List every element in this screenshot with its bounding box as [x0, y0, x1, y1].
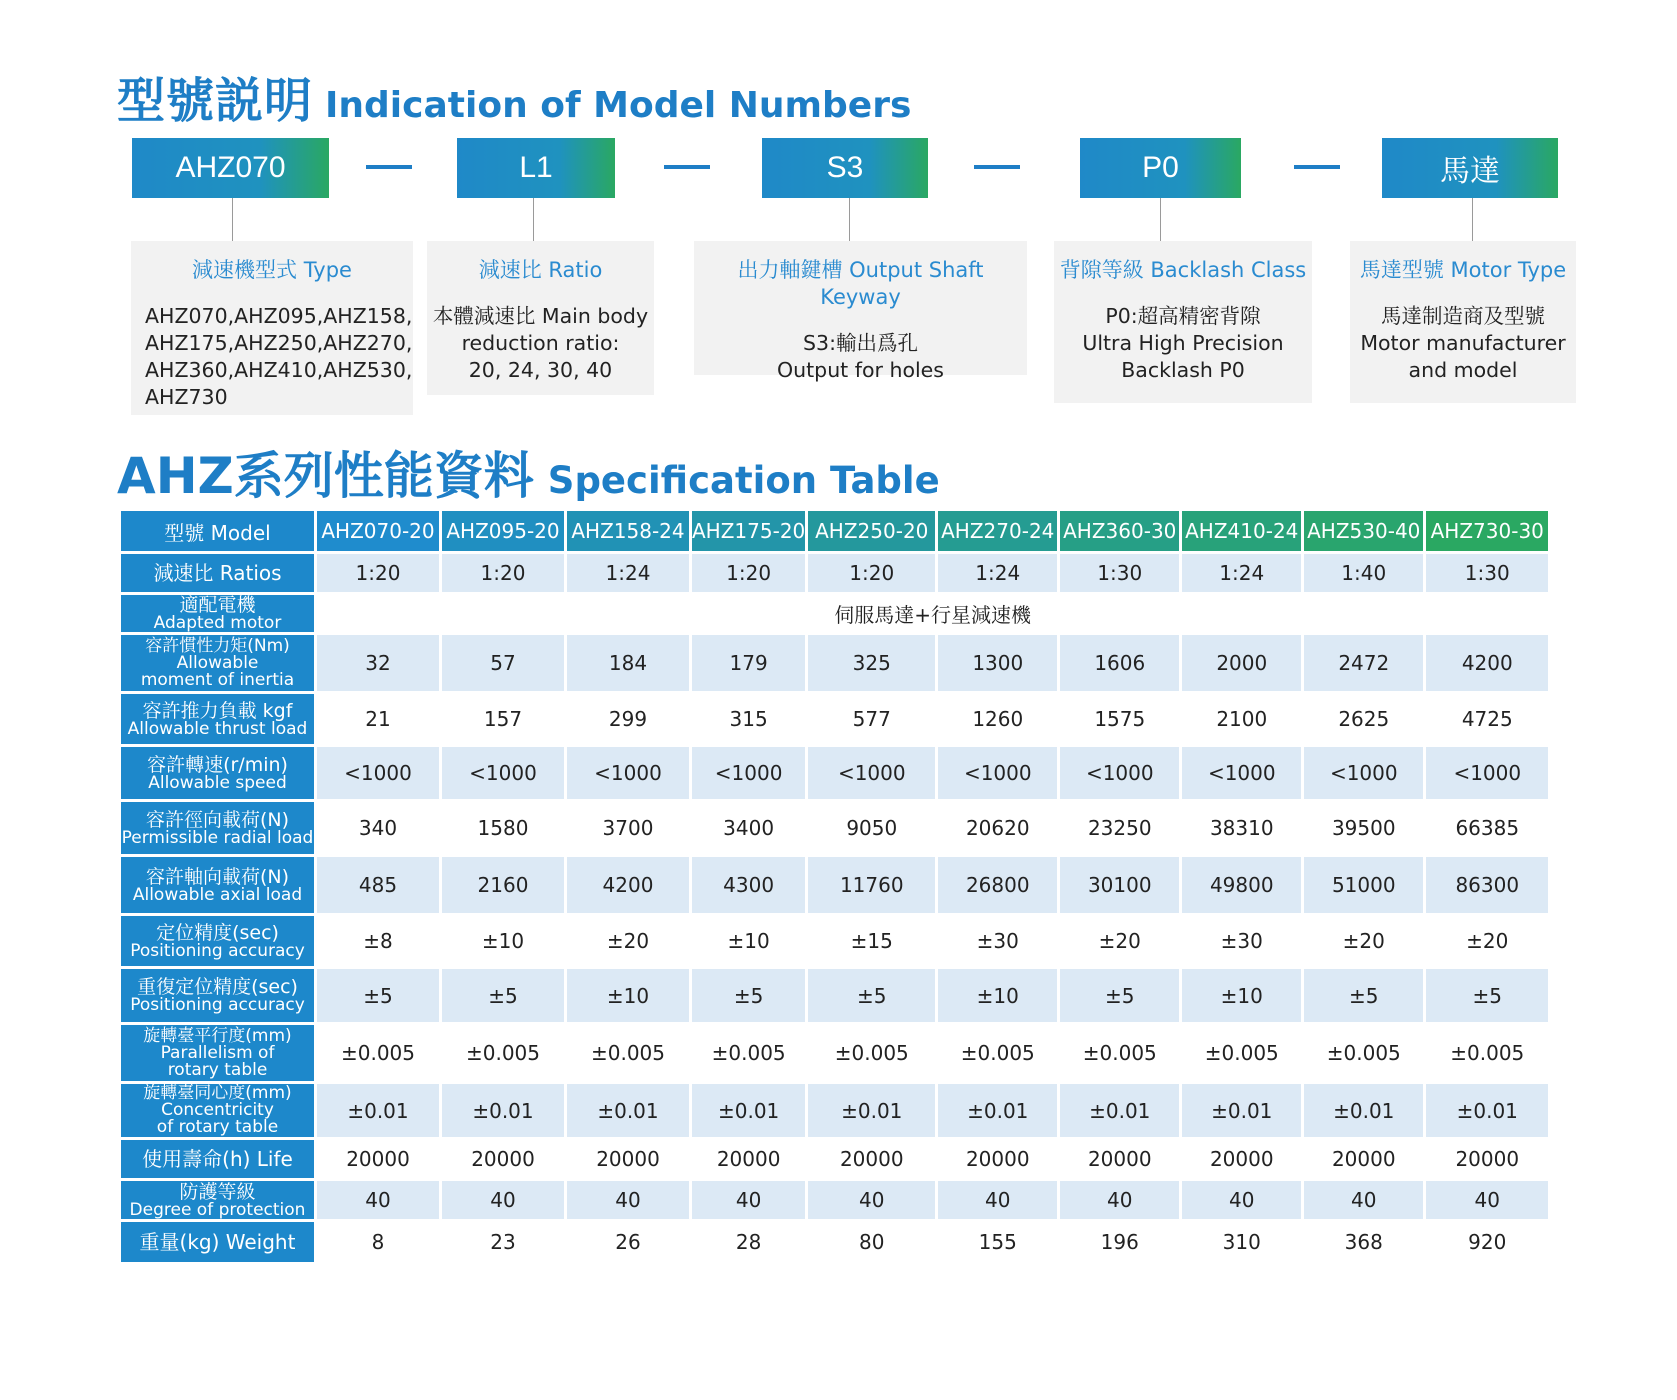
- table-cell: 310: [1182, 1222, 1301, 1262]
- row-label-line: 定位精度(sec): [156, 921, 279, 944]
- table-cell: 1:24: [938, 554, 1057, 592]
- desc-ratio: [427, 241, 654, 395]
- table-cell: 40: [1426, 1181, 1548, 1219]
- table-cell: ±0.01: [938, 1084, 1057, 1137]
- table-cell: 157: [442, 694, 564, 744]
- table-cell: <1000: [938, 747, 1057, 799]
- row-label-line: 容許徑向載荷(N): [145, 808, 290, 831]
- connector-line: [1160, 198, 1161, 241]
- row-label-line: Positioning accuracy: [130, 995, 305, 1015]
- table-cell: 49800: [1182, 857, 1301, 913]
- table-cell: 4300: [692, 857, 805, 913]
- table-cell: 40: [442, 1181, 564, 1219]
- model-numbers-title-en: Indication of Model Numbers: [325, 85, 912, 126]
- table-cell: 3400: [692, 802, 805, 854]
- row-label-line: Allowable: [176, 652, 259, 673]
- table-cell: ±0.005: [938, 1025, 1057, 1081]
- table-cell: ±0.005: [567, 1025, 689, 1081]
- table-cell: ±10: [567, 969, 689, 1022]
- row-label-line: 旋轉臺平行度(mm): [143, 1025, 292, 1046]
- table-cell: 2625: [1304, 694, 1423, 744]
- table-cell: 2472: [1304, 635, 1423, 691]
- row-label-line: 防護等級: [179, 1181, 256, 1203]
- desc-keyway: [694, 241, 1027, 382]
- table-cell: ±0.01: [808, 1084, 935, 1137]
- table-cell: 196: [1060, 1222, 1179, 1262]
- table-cell: 1:20: [317, 554, 439, 592]
- desc-motor: [1350, 241, 1576, 403]
- row-label-line: moment of inertia: [140, 669, 295, 690]
- spec-table-heading: [117, 436, 940, 508]
- table-cell: 40: [317, 1181, 439, 1219]
- table-cell: 20000: [317, 1140, 439, 1178]
- table-cell: 4200: [1426, 635, 1548, 691]
- spec-table-title-en: Specification Table: [547, 459, 940, 502]
- desc-motor-line: 馬達制造商及型號: [1381, 304, 1545, 328]
- row-label: [121, 1140, 314, 1178]
- row-label-line: Allowable axial load: [132, 884, 303, 905]
- spec-table: [118, 508, 1551, 1265]
- connector-line: [1472, 198, 1473, 241]
- row-label-line: 旋轉臺同心度(mm): [143, 1084, 292, 1103]
- row-label-line: 容許軸向載荷(N): [145, 865, 290, 888]
- table-cell: 2000: [1182, 635, 1301, 691]
- row-label-line: Allowable speed: [148, 772, 287, 793]
- row-label: [121, 857, 314, 913]
- table-row: [121, 802, 1548, 854]
- row-label: [121, 969, 314, 1022]
- row-label-line: Positioning accuracy: [130, 940, 305, 961]
- row-label: [121, 635, 314, 691]
- table-cell: ±0.01: [1060, 1084, 1179, 1137]
- header-model-ahz730-30: AHZ730-30: [1426, 511, 1548, 551]
- row-label-line: 減速比 Ratios: [153, 561, 282, 585]
- table-cell: ±0.01: [692, 1084, 805, 1137]
- table-cell: 40: [1060, 1181, 1179, 1219]
- table-cell: ±5: [1426, 969, 1548, 1022]
- table-cell: 23: [442, 1222, 564, 1262]
- connector-line: [849, 198, 850, 241]
- table-cell: 577: [808, 694, 935, 744]
- table-cell: 1:40: [1304, 554, 1423, 592]
- row-label: [121, 1181, 314, 1219]
- table-cell: ±10: [692, 916, 805, 966]
- separator-dash: [974, 165, 1020, 169]
- table-cell: 4200: [567, 857, 689, 913]
- table-cell: ±5: [692, 969, 805, 1022]
- table-cell: 20620: [938, 802, 1057, 854]
- code-box-motor: 馬達: [1382, 138, 1558, 198]
- table-cell: 51000: [1304, 857, 1423, 913]
- table-cell: <1000: [1304, 747, 1423, 799]
- spec-table-title-cn: AHZ系列性能資料: [117, 447, 534, 505]
- table-row: [121, 1140, 1548, 1178]
- table-cell: 26: [567, 1222, 689, 1262]
- table-cell: ±0.01: [567, 1084, 689, 1137]
- table-cell: 1:24: [1182, 554, 1301, 592]
- desc-ratio-line: 本體減速比 Main body: [432, 304, 649, 328]
- table-cell: 32: [317, 635, 439, 691]
- header-model-ahz175-20: AHZ175-20: [692, 511, 805, 551]
- table-cell: 20000: [1304, 1140, 1423, 1178]
- desc-ratio-title: 減速比 Ratio: [478, 258, 603, 282]
- table-cell: 40: [567, 1181, 689, 1219]
- row-label: [121, 694, 314, 744]
- table-cell: ±30: [938, 916, 1057, 966]
- row-label-line: Parallelism of: [160, 1042, 275, 1063]
- table-cell: 340: [317, 802, 439, 854]
- table-row: [121, 1222, 1548, 1262]
- table-cell: 20000: [1182, 1140, 1301, 1178]
- desc-backlash-line: P0:超高精密背隙: [1105, 304, 1261, 328]
- table-cell: <1000: [1182, 747, 1301, 799]
- header-model-ahz530-40: AHZ530-40: [1304, 511, 1423, 551]
- row-label: [121, 554, 314, 592]
- table-cell: 57: [442, 635, 564, 691]
- desc-keyway-line: S3:輸出爲孔: [803, 331, 918, 355]
- desc-type-line: AHZ175,AHZ250,AHZ270,: [145, 331, 413, 355]
- table-cell: 40: [692, 1181, 805, 1219]
- code-box-ratio: L1: [457, 138, 615, 198]
- table-cell: ±0.01: [1304, 1084, 1423, 1137]
- desc-type: [131, 241, 413, 415]
- table-cell: 21: [317, 694, 439, 744]
- desc-type-line: AHZ070,AHZ095,AHZ158,: [145, 304, 413, 328]
- desc-type-title: 減速機型式 Type: [192, 258, 352, 282]
- table-cell: 1:20: [442, 554, 564, 592]
- table-cell: ±0.005: [1426, 1025, 1548, 1081]
- table-cell: <1000: [567, 747, 689, 799]
- table-cell: ±10: [1182, 969, 1301, 1022]
- separator-dash: [664, 165, 710, 169]
- desc-backlash-line: Backlash P0: [1121, 358, 1245, 382]
- table-cell: 9050: [808, 802, 935, 854]
- row-label-line: 重復定位精度(sec): [137, 976, 298, 998]
- table-cell: 920: [1426, 1222, 1548, 1262]
- row-label-line: 重量(kg) Weight: [139, 1230, 296, 1254]
- table-cell: 155: [938, 1222, 1057, 1262]
- table-cell: ±15: [808, 916, 935, 966]
- row-label-line: rotary table: [167, 1059, 268, 1080]
- connector-line: [533, 198, 534, 241]
- table-cell: ±0.005: [442, 1025, 564, 1081]
- desc-motor-line: and model: [1408, 358, 1518, 382]
- row-label: [121, 1025, 314, 1081]
- row-label-line: 容許轉速(r/min): [147, 753, 288, 776]
- header-model-ahz250-20: AHZ250-20: [808, 511, 935, 551]
- header-model-label: 型號 Model: [121, 511, 314, 551]
- table-cell: 20000: [938, 1140, 1057, 1178]
- table-cell: ±20: [1304, 916, 1423, 966]
- table-cell: 1:24: [567, 554, 689, 592]
- table-cell: 20000: [567, 1140, 689, 1178]
- code-box-keyway: S3: [762, 138, 928, 198]
- table-cell: ±5: [317, 969, 439, 1022]
- desc-keyway-line: Output for holes: [777, 358, 944, 382]
- table-row: [121, 916, 1548, 966]
- table-row: [121, 595, 1548, 632]
- table-cell: 2100: [1182, 694, 1301, 744]
- table-row: [121, 1181, 1548, 1219]
- table-cell: 20000: [442, 1140, 564, 1178]
- table-cell: 23250: [1060, 802, 1179, 854]
- desc-type-line: AHZ730: [145, 385, 228, 409]
- table-cell: 325: [808, 635, 935, 691]
- table-cell: 184: [567, 635, 689, 691]
- code-box-type: AHZ070: [132, 138, 329, 198]
- table-cell: 28: [692, 1222, 805, 1262]
- table-cell: ±10: [938, 969, 1057, 1022]
- table-cell: ±0.005: [317, 1025, 439, 1081]
- table-row: [121, 554, 1548, 592]
- table-cell: <1000: [317, 747, 439, 799]
- row-label-line: 容許慣性力矩(Nm): [145, 635, 290, 656]
- row-label: [121, 802, 314, 854]
- table-cell: 20000: [1426, 1140, 1548, 1178]
- row-label-line: 使用壽命(h) Life: [142, 1147, 293, 1171]
- table-cell: 2160: [442, 857, 564, 913]
- table-row: [121, 857, 1548, 913]
- table-cell: ±0.01: [1182, 1084, 1301, 1137]
- table-cell: ±20: [1426, 916, 1548, 966]
- row-label-line: Permissible radial load: [121, 827, 314, 848]
- table-cell: 8: [317, 1222, 439, 1262]
- table-cell: ±0.005: [808, 1025, 935, 1081]
- desc-backlash-title: 背隙等級 Backlash Class: [1059, 258, 1307, 282]
- table-cell: 315: [692, 694, 805, 744]
- desc-backlash: [1054, 241, 1312, 403]
- table-row: [121, 747, 1548, 799]
- table-cell: 1260: [938, 694, 1057, 744]
- table-cell: 20000: [808, 1140, 935, 1178]
- table-cell: ±0.005: [1304, 1025, 1423, 1081]
- table-cell: ±0.005: [692, 1025, 805, 1081]
- table-cell: 80: [808, 1222, 935, 1262]
- table-cell: ±30: [1182, 916, 1301, 966]
- desc-backlash-line: Ultra High Precision: [1082, 331, 1284, 355]
- separator-dash: [1294, 165, 1340, 169]
- table-cell: <1000: [1060, 747, 1179, 799]
- table-cell: ±0.005: [1182, 1025, 1301, 1081]
- row-label-line: Adapted motor: [153, 613, 282, 632]
- desc-motor-title: 馬達型號 Motor Type: [1359, 258, 1567, 282]
- table-cell: 30100: [1060, 857, 1179, 913]
- table-cell: ±0.01: [317, 1084, 439, 1137]
- row-label-line: of rotary table: [156, 1117, 279, 1137]
- table-cell: 26800: [938, 857, 1057, 913]
- row-label-line: Concentricity: [161, 1100, 274, 1120]
- table-cell: 1:30: [1060, 554, 1179, 592]
- table-cell: <1000: [808, 747, 935, 799]
- table-row: [121, 1025, 1548, 1081]
- table-cell: ±20: [567, 916, 689, 966]
- header-model-ahz270-24: AHZ270-24: [938, 511, 1057, 551]
- table-cell: 39500: [1304, 802, 1423, 854]
- table-row: [121, 635, 1548, 691]
- table-cell: 20000: [1060, 1140, 1179, 1178]
- row-label: [121, 916, 314, 966]
- table-cell: ±5: [442, 969, 564, 1022]
- table-cell: 38310: [1182, 802, 1301, 854]
- table-row: [121, 969, 1548, 1022]
- row-label: [121, 747, 314, 799]
- table-cell: ±8: [317, 916, 439, 966]
- desc-motor-line: Motor manufacturer: [1360, 331, 1566, 355]
- table-cell: 1:20: [692, 554, 805, 592]
- model-numbers-heading: [117, 62, 911, 131]
- table-cell: 11760: [808, 857, 935, 913]
- desc-keyway-title: 出力軸鍵槽 Output Shaft Keyway: [737, 258, 984, 309]
- separator-dash: [366, 165, 412, 169]
- table-cell: ±5: [808, 969, 935, 1022]
- table-cell: 299: [567, 694, 689, 744]
- table-cell: 485: [317, 857, 439, 913]
- table-cell: ±0.01: [1426, 1084, 1548, 1137]
- row-label: [121, 1084, 314, 1137]
- table-cell: 40: [1304, 1181, 1423, 1219]
- table-cell: 40: [1182, 1181, 1301, 1219]
- row-label: [121, 595, 314, 632]
- table-cell: 1575: [1060, 694, 1179, 744]
- table-cell: ±20: [1060, 916, 1179, 966]
- table-cell: 86300: [1426, 857, 1548, 913]
- table-cell: 1580: [442, 802, 564, 854]
- table-cell: ±5: [1060, 969, 1179, 1022]
- table-cell: 3700: [567, 802, 689, 854]
- connector-line: [232, 198, 233, 241]
- table-cell: <1000: [692, 747, 805, 799]
- desc-type-line: AHZ360,AHZ410,AHZ530,: [145, 358, 413, 382]
- table-cell: <1000: [442, 747, 564, 799]
- table-header-row: [121, 511, 1548, 551]
- table-cell: ±5: [1304, 969, 1423, 1022]
- table-cell: 1606: [1060, 635, 1179, 691]
- header-model-ahz360-30: AHZ360-30: [1060, 511, 1179, 551]
- desc-ratio-line: 20, 24, 30, 40: [468, 358, 613, 382]
- table-cell: 40: [808, 1181, 935, 1219]
- header-model-ahz095-20: AHZ095-20: [442, 511, 564, 551]
- table-cell: <1000: [1426, 747, 1548, 799]
- table-cell: 20000: [692, 1140, 805, 1178]
- table-cell: 368: [1304, 1222, 1423, 1262]
- table-row: [121, 1084, 1548, 1137]
- row-label-line: 適配電機: [179, 595, 256, 616]
- table-cell: 66385: [1426, 802, 1548, 854]
- table-cell: 1:20: [808, 554, 935, 592]
- table-cell: ±0.01: [442, 1084, 564, 1137]
- table-cell: 1300: [938, 635, 1057, 691]
- row-label-line: 容許推力負載 kgf: [142, 699, 293, 722]
- row-label-line: Degree of protection: [129, 1199, 306, 1219]
- header-model-ahz158-24: AHZ158-24: [567, 511, 689, 551]
- header-model-ahz410-24: AHZ410-24: [1182, 511, 1301, 551]
- table-cell: ±10: [442, 916, 564, 966]
- model-numbers-title-cn: 型號説明: [117, 73, 314, 129]
- row-label-line: Allowable thrust load: [127, 718, 308, 739]
- desc-ratio-line: reduction ratio:: [461, 331, 620, 355]
- table-row: [121, 694, 1548, 744]
- table-cell: ±0.005: [1060, 1025, 1179, 1081]
- table-cell: 1:30: [1426, 554, 1548, 592]
- code-box-backlash: P0: [1080, 138, 1241, 198]
- table-cell: 179: [692, 635, 805, 691]
- row-label: [121, 1222, 314, 1262]
- table-cell: 4725: [1426, 694, 1548, 744]
- table-cell: 40: [938, 1181, 1057, 1219]
- merged-cell: 伺服馬達+行星減速機: [317, 595, 1548, 632]
- header-model-ahz070-20: AHZ070-20: [317, 511, 439, 551]
